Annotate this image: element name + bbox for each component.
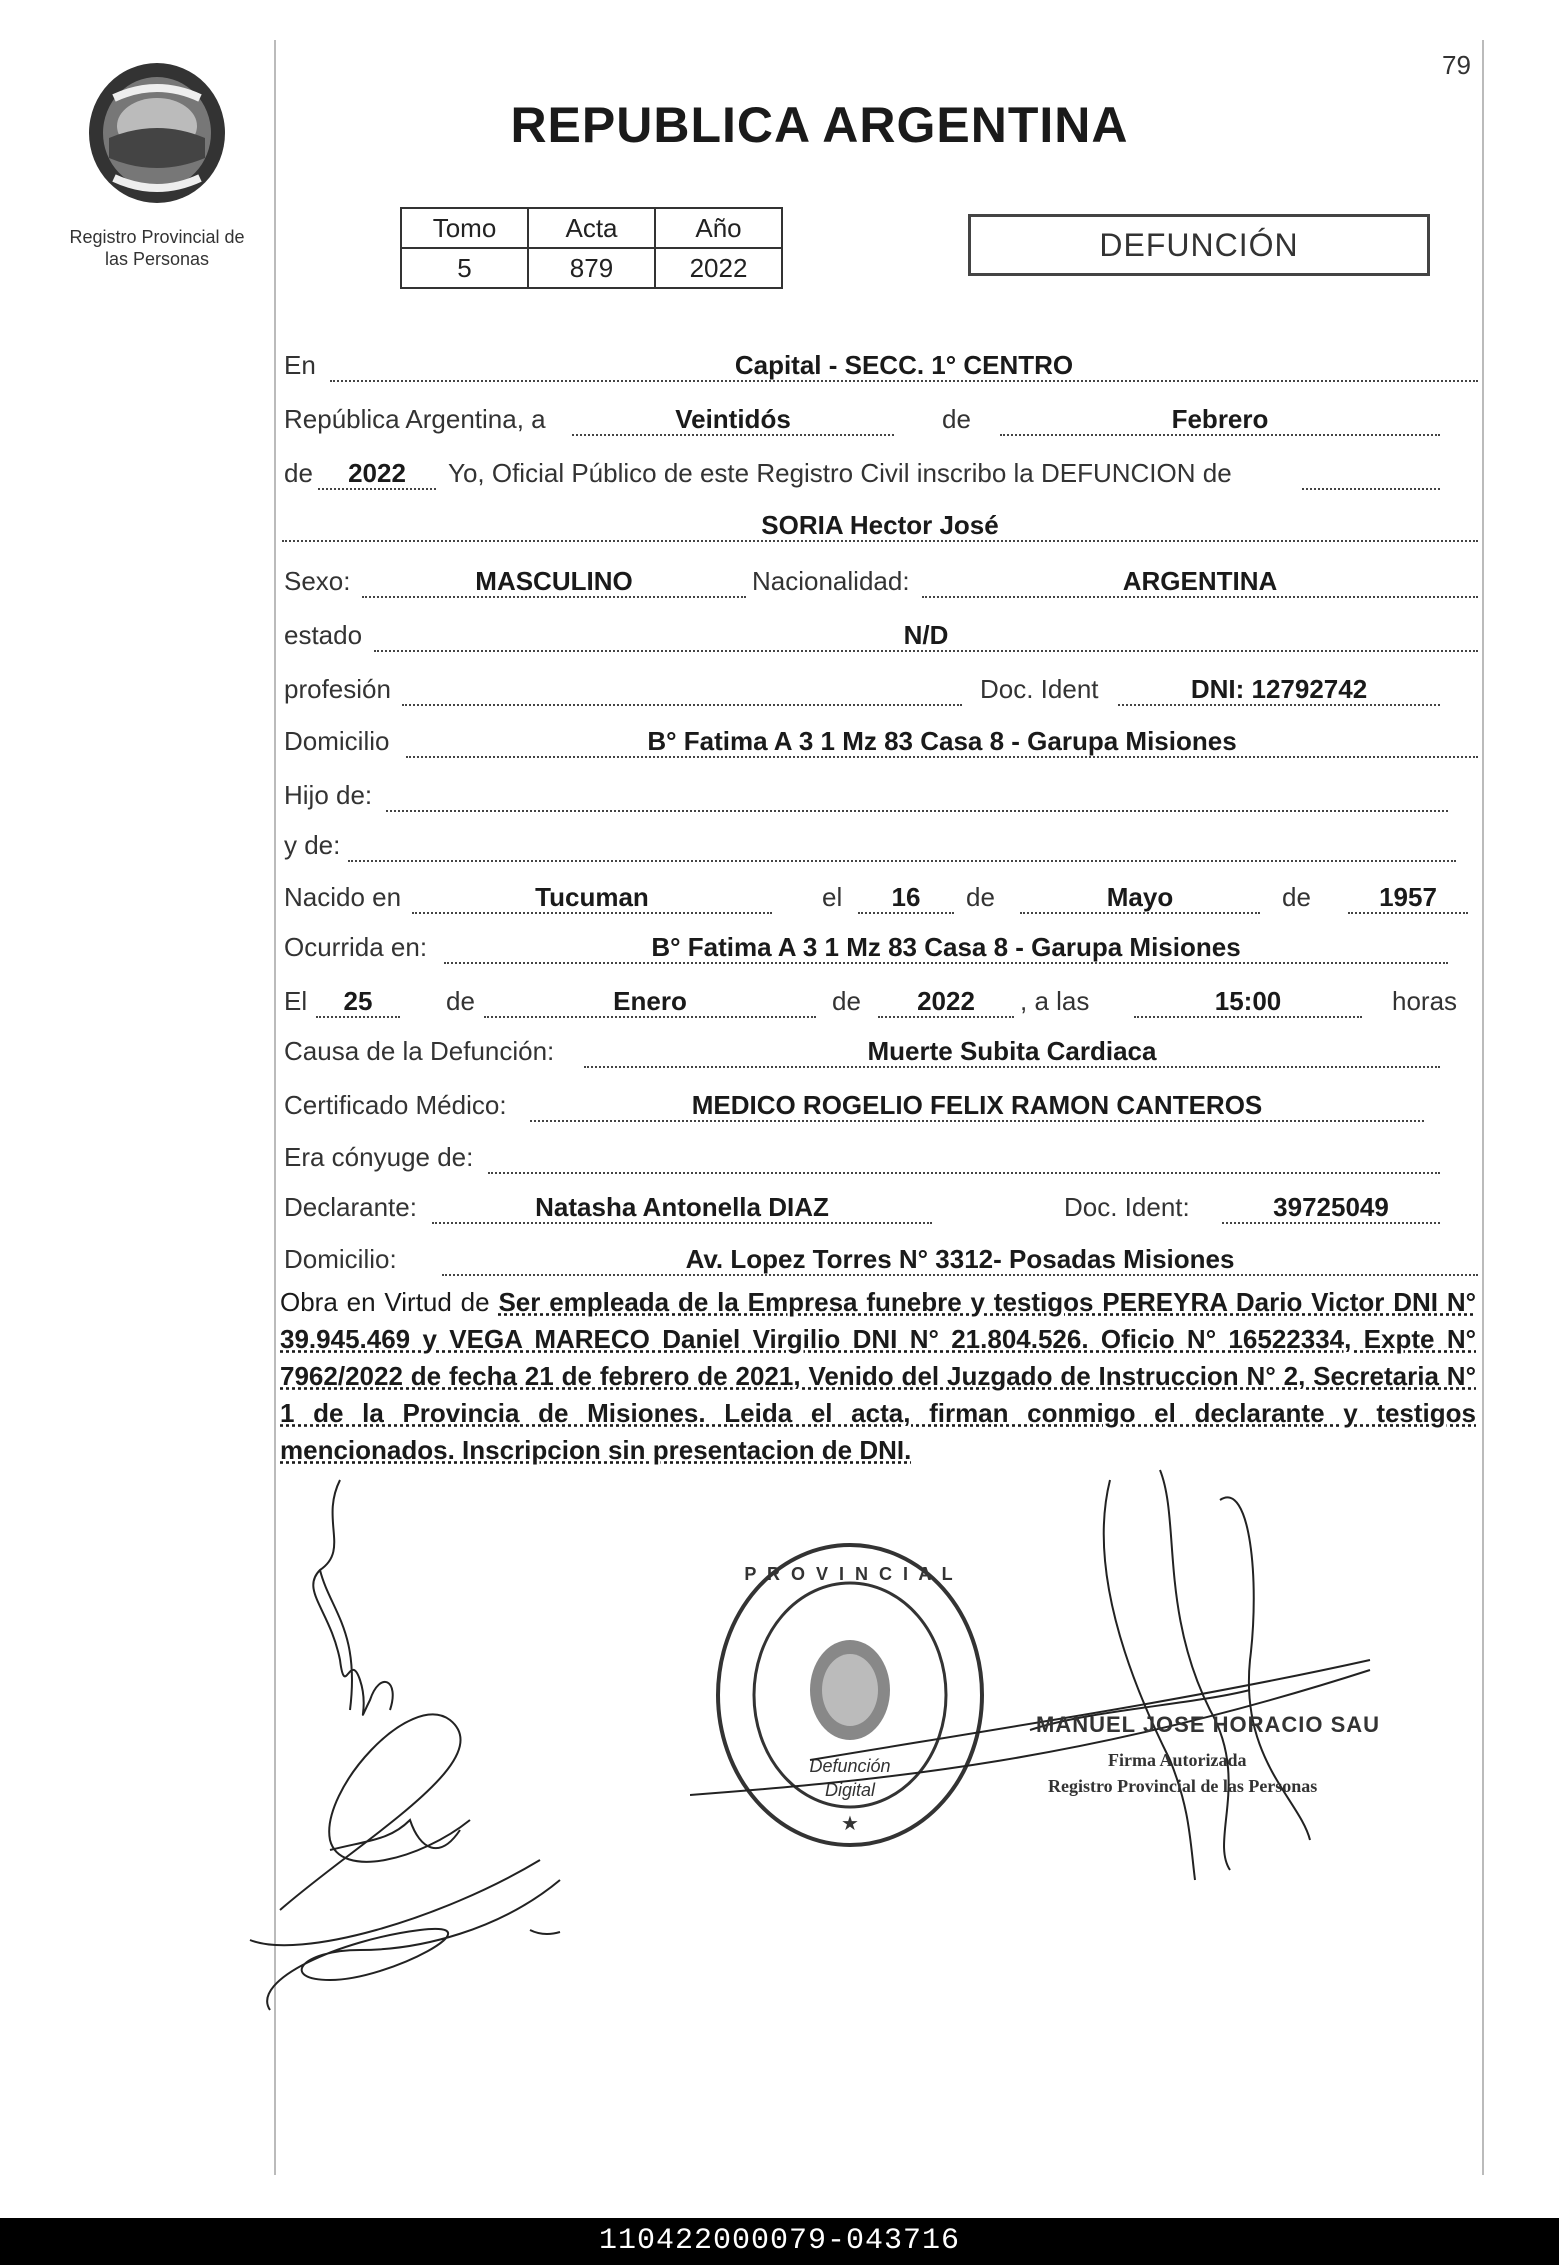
label-ocurrida-en: Ocurrida en: [284, 932, 428, 962]
signer-name: MANUEL JOSE HORACIO SAU [1036, 1712, 1381, 1737]
label-y-de: y de: [284, 830, 341, 860]
label-republica: República Argentina, a [284, 404, 546, 434]
row-estado [282, 610, 1478, 650]
record-table [400, 207, 783, 289]
value-def-anio: 2022 [917, 986, 975, 1016]
field-blank [1302, 452, 1440, 490]
label-nacionalidad: Nacionalidad: [752, 566, 910, 596]
value-lugar: Capital - SECC. 1° CENTRO [734, 350, 1074, 380]
value-acta: 879 [528, 248, 655, 288]
field-anio [318, 452, 436, 490]
field-mes [1000, 398, 1440, 436]
value-declarante: Natasha Antonella DIAZ [535, 1192, 829, 1222]
field-certificado [530, 1084, 1424, 1122]
label-de-def-2: de [832, 986, 861, 1016]
right-margin-line [1482, 40, 1484, 2175]
field-declarante-doc [1222, 1186, 1440, 1224]
field-dia [572, 398, 894, 436]
header-anio: Año [655, 208, 782, 248]
signer-role: Firma Autorizada [1108, 1750, 1247, 1770]
value-def-dia: 25 [343, 986, 373, 1016]
value-hora: 15:00 [1214, 986, 1282, 1016]
value-certificado: MEDICO ROGELIO FELIX RAMON CANTEROS [691, 1090, 1263, 1120]
label-oficial: Yo, Oficial Público de este Registro Civil inscribo la DEFUNCION de [448, 458, 1232, 488]
record-header-row [401, 208, 782, 248]
label-causa: Causa de la Defunción: [284, 1036, 555, 1066]
value-tomo: 5 [401, 248, 528, 288]
registry-name [52, 226, 262, 270]
record-value-row [401, 248, 782, 288]
label-domicilio-declarante: Domicilio: [284, 1244, 397, 1274]
field-nac-anio [1348, 876, 1468, 914]
field-nacionalidad [922, 560, 1478, 598]
row-declarante [282, 1182, 1478, 1222]
field-def-anio [878, 980, 1014, 1018]
row-nacimiento [282, 872, 1478, 912]
value-estado: N/D [903, 620, 949, 650]
label-de-nac-2: de [1282, 882, 1311, 912]
value-declarante-doc: 39725049 [1273, 1192, 1389, 1222]
row-domicilio-declarante [282, 1234, 1478, 1274]
field-nac-dia [858, 876, 954, 914]
label-obra: Obra en Virtud de [280, 1287, 490, 1317]
label-sexo: Sexo: [284, 566, 351, 596]
header-tomo: Tomo [401, 208, 528, 248]
field-domicilio-declarante [442, 1238, 1478, 1276]
registry-line-2: las Personas [104, 249, 210, 269]
value-ocurrida-en: B° Fatima A 3 1 Mz 83 Casa 8 - Garupa Misiones [651, 932, 1241, 962]
registry-line-1: Registro Provincial de [69, 227, 245, 247]
field-estado [374, 614, 1478, 652]
label-el-def: El [284, 986, 308, 1016]
row-causa [282, 1026, 1478, 1066]
row-certificado [282, 1080, 1478, 1120]
label-estado: estado [284, 620, 363, 650]
value-nacionalidad: ARGENTINA [1122, 566, 1278, 596]
row-hijo-de [282, 770, 1478, 810]
row-oficial [282, 448, 1478, 488]
field-doc [1118, 668, 1440, 706]
label-horas: horas [1392, 986, 1458, 1016]
value-nac-anio: 1957 [1379, 882, 1437, 912]
official-signature-icon [690, 1460, 1390, 1890]
value-def-mes: Enero [613, 986, 687, 1016]
record-type-box: DEFUNCIÓN [968, 214, 1430, 276]
row-conyuge [282, 1132, 1478, 1172]
field-def-mes [484, 980, 816, 1018]
value-domicilio: B° Fatima A 3 1 Mz 83 Casa 8 - Garupa Misiones [647, 726, 1237, 756]
obra-paragraph [280, 1284, 1476, 1469]
value-anio: 2022 [348, 458, 406, 488]
field-def-dia [316, 980, 400, 1018]
svg-text:Digital: Digital [824, 1780, 876, 1800]
label-a-las: , a las [1020, 986, 1090, 1016]
value-nac-mes: Mayo [1106, 882, 1174, 912]
row-ocurrida [282, 922, 1478, 962]
label-conyuge: Era cónyuge de: [284, 1142, 474, 1172]
label-de-def-1: de [446, 986, 475, 1016]
field-declarante [432, 1186, 932, 1224]
field-conyuge [488, 1136, 1440, 1174]
label-de-anio: de [284, 458, 313, 488]
field-ocurrida-en [444, 926, 1448, 964]
row-fecha-inscripcion [282, 394, 1478, 434]
label-nacido-en: Nacido en [284, 882, 402, 912]
field-sexo [362, 560, 746, 598]
label-declarante: Declarante: [284, 1192, 417, 1222]
label-profesion: profesión [284, 674, 391, 704]
header-acta: Acta [528, 208, 655, 248]
svg-text:★: ★ [841, 1813, 859, 1835]
field-y-de [348, 824, 1456, 862]
value-sexo: MASCULINO [475, 566, 633, 596]
value-anio: 2022 [655, 248, 782, 288]
value-nac-dia: 16 [891, 882, 921, 912]
label-de-nac-1: de [966, 882, 995, 912]
row-y-de [282, 820, 1478, 860]
label-en: En [284, 350, 316, 380]
label-domicilio: Domicilio [284, 726, 390, 756]
row-lugar [282, 340, 1478, 380]
signer-org: Registro Provincial de las Personas [1048, 1776, 1318, 1796]
field-causa [584, 1030, 1440, 1068]
label-de: de [942, 404, 971, 434]
value-nombre: SORIA Hector José [761, 510, 999, 540]
value-dia: Veintidós [675, 404, 791, 434]
witness-signatures-icon [240, 1460, 680, 2040]
footer-code: 110422000079-043716 [0, 2218, 1559, 2265]
row-domicilio [282, 716, 1478, 756]
svg-text:Defunción: Defunción [809, 1756, 891, 1776]
field-nacido-en [412, 876, 772, 914]
svg-text:P R O V I N C I A L: P R O V I N C I A L [744, 1564, 956, 1584]
field-nac-mes [1020, 876, 1260, 914]
field-nombre [282, 504, 1478, 542]
label-hijo-de: Hijo de: [284, 780, 373, 810]
value-domicilio-declarante: Av. Lopez Torres N° 3312- Posadas Misiones [685, 1244, 1235, 1274]
field-domicilio [406, 720, 1478, 758]
value-causa: Muerte Subita Cardiaca [867, 1036, 1157, 1066]
field-hijo-de [386, 774, 1448, 812]
row-nombre [282, 500, 1478, 540]
row-fecha-defuncion [282, 976, 1478, 1016]
value-nacido-en: Tucuman [535, 882, 649, 912]
field-profesion [402, 668, 962, 706]
value-mes: Febrero [1171, 404, 1269, 434]
label-certificado: Certificado Médico: [284, 1090, 507, 1120]
field-lugar [330, 344, 1478, 382]
label-doc-ident-declarante: Doc. Ident: [1064, 1192, 1190, 1222]
page-title: REPUBLICA ARGENTINA [510, 97, 1129, 153]
value-obra: Ser empleada de la Empresa funebre y testigos PEREYRA Dario Victor DNI N° 39.945.469 y VEGA MARECO Daniel Virgilio DNI N° 21.804.526. Oficio N° 16522334, Expte N° 7962/2022 de fecha 21 de febrero de 2021, Venido del Juzgado de Instruccion N° 2, Secretaria N° 1 de la Provincia de Misiones. Leida el acta, firman conmigo el declarante y testigos mencionados. Inscripcion sin presentacion de DNI. [280, 1287, 1476, 1465]
row-profesion [282, 664, 1478, 704]
page-number: 79 [1442, 50, 1471, 80]
row-sexo [282, 556, 1478, 596]
label-doc-ident: Doc. Ident [980, 674, 1099, 704]
field-hora [1134, 980, 1362, 1018]
value-doc: DNI: 12792742 [1190, 674, 1368, 704]
label-el: el [822, 882, 843, 912]
